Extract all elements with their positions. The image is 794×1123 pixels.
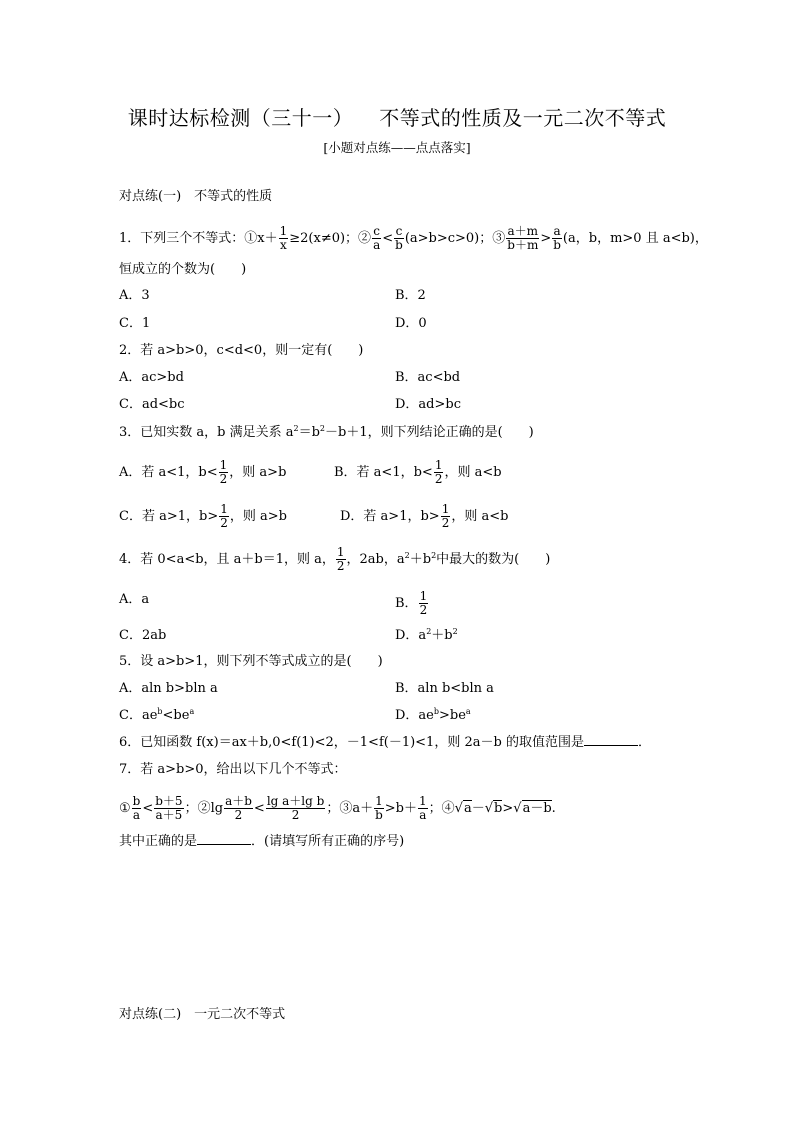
title-left: 课时达标检测（三十一） [127,106,354,130]
fraction: $\frac{1}{2}$ [434,458,443,486]
fraction: $\frac{c}{a}$ [373,224,381,252]
sqrt-icon: √ [484,801,494,816]
fraction: $\frac{b}{a}$ [132,794,141,822]
question-3-stem: 3．已知实数 a，b 满足关系 $a^2=b^2-b+1$，则下列结论正确的是( ) [119,424,534,440]
title-right: 不等式的性质及一元二次不等式 [379,106,667,130]
q4-option-d: D．$a^2+b^2$ [395,627,458,643]
q1-option-a: A．3 [119,288,150,303]
q4-option-a: A．a [119,592,150,607]
fraction: $\frac{1}{2}$ [419,589,428,617]
q2-option-b: B．ac<bd [395,370,461,385]
sqrt-icon: √ [513,801,522,816]
answer-blank[interactable] [197,832,251,845]
q3-option-a: A．若 a<1，b< $\frac{1}{2}$ ，则 a>b [119,458,287,486]
fraction: $\frac{1}{2}$ [441,502,450,530]
fraction: $\frac{1}{2}$ [336,545,345,573]
question-6-stem: 6．已知函数 f(x)＝ax＋b,0<f(1)<2，－1<f(－1)<1，则 2a－b 的取值范围是 ． [119,735,651,750]
answer-blank[interactable] [584,733,638,746]
q5-option-c: C．$ae^b<be^a$ [119,707,195,723]
q5-option-d: D．$ae^b>be^a$ [395,707,471,723]
question-4-stem: 4．若 0<a<b，且 a＋b＝1，则 a， $\frac{1}{2}$ ，2ab，$a^2+b^2$中最大的数为( ) [119,545,551,573]
page-title [0,102,794,131]
sqrt-icon: √ [454,801,463,816]
question-5-stem: 5．设 a>b>1，则下列不等式成立的是( ) [119,654,383,669]
fraction: $\frac{a+m}{b+m}$ [507,224,539,252]
fraction: $\frac{1}{2}$ [220,502,228,530]
q3-option-c: C．若 a>1，b> $\frac{1}{2}$ ，则 a>b [119,502,287,530]
fraction: $\frac{1}{x}$ [279,224,288,252]
fraction: $\frac{a}{b}$ [553,224,561,252]
q3-option-b: B．若 a<1，b< $\frac{1}{2}$ ，则 a<b [334,458,502,486]
section-heading-2: 对点练(二) 一元二次不等式 [119,1007,286,1022]
q1-option-d: D．0 [395,316,427,331]
q3-option-d: D．若 a>1，b> $\frac{1}{2}$ ，则 a<b [340,502,509,530]
q4-option-c: C．2ab [119,628,167,643]
q1-option-c: C．1 [119,316,151,331]
fraction: $\frac{1}{b}$ [375,794,383,822]
section-heading-1: 对点练(一) 不等式的性质 [119,189,273,204]
q4-option-b: B． $\frac{1}{2}$ [395,589,428,617]
q5-option-a: A．aln b>bln a [119,681,218,696]
page-subtitle: [小题对点练——点点落实] [323,140,471,155]
fraction: $\frac{\text{lg a＋lg b}}{2}$ [266,794,325,822]
fraction: $\frac{1}{a}$ [419,794,427,822]
q2-option-d: D．ad>bc [395,397,461,412]
fraction: $\frac{c}{b}$ [395,224,403,252]
fraction: $\frac{1}{2}$ [219,458,228,486]
q2-option-c: C．ad<bc [119,397,185,412]
question-7-stem: 7．若 a>b>0，给出以下几个不等式： [119,762,347,777]
question-1-stem-line2: 恒成立的个数为( ) [119,262,247,277]
q2-option-a: A．ac>bd [119,370,184,385]
fraction: $\frac{a+b}{2}$ [225,794,252,822]
question-1-stem: 1．下列三个不等式：①x＋ $\frac{1}{x}$ ≥2(x≠0)；② $\frac{c}{a}$ < $\frac{c}{b}$ (a>b>c>0)；③ $\frac{a+m}{b+m}$ > $\frac{a}{b}$ (a，b，m>0 且 a<b)， [119,224,708,252]
fraction: $\frac{b+5}{a+5}$ [155,794,183,822]
question-7-inequalities: ① $\frac{b}{a}$ < $\frac{b+5}{a+5}$ ；②lg $\frac{a+b}{2}$ < $\frac{\text{lg a＋lg b}}{2}$ ；③a＋ $\frac{1}{b}$ >b＋ $\frac{1}{a}$ ；④√a－√b>√a－b. [119,794,556,822]
question-7-answer: 其中正确的是 ．(请填写所有正确的序号) [119,834,405,849]
question-2-stem: 2．若 a>b>0，c<d<0，则一定有( ) [119,343,364,358]
q1-option-b: B．2 [395,288,426,303]
q5-option-b: B．aln b<bln a [395,681,494,696]
